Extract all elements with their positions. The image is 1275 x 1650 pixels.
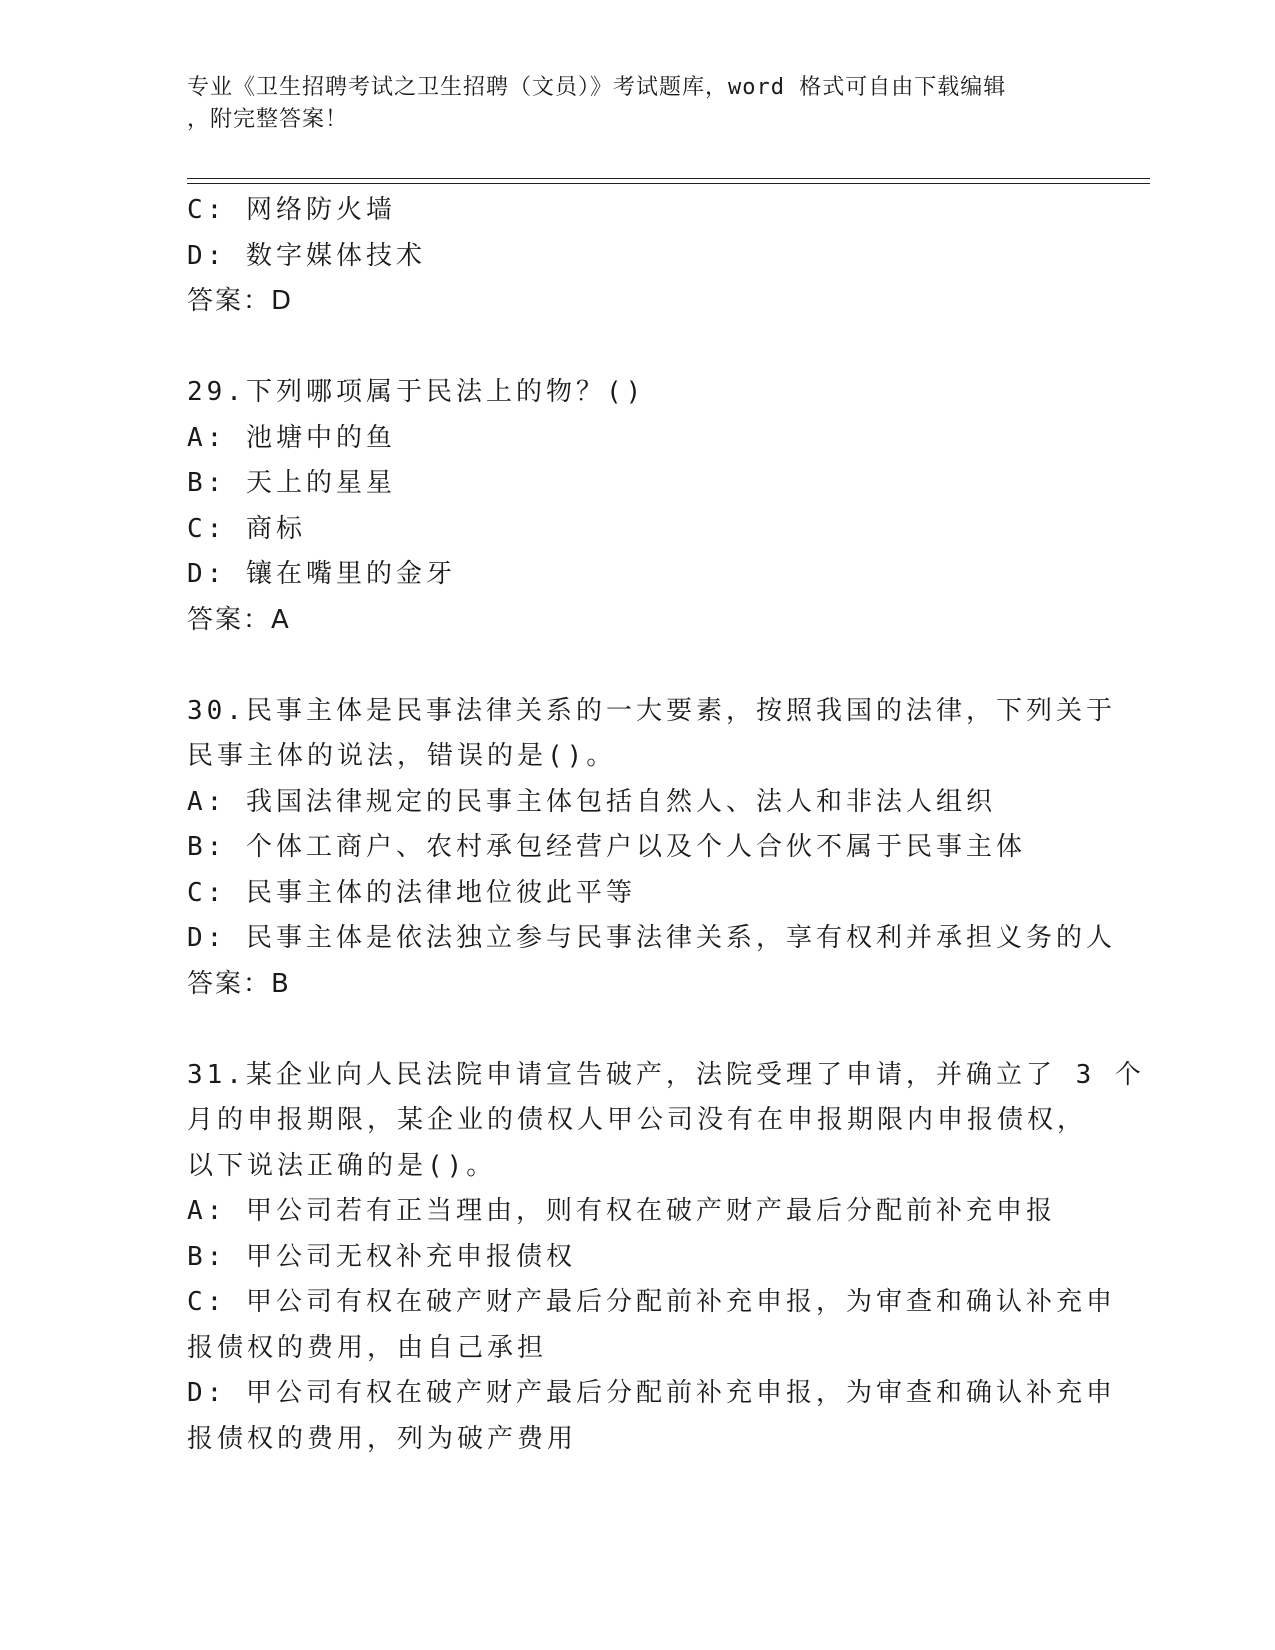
document-header xyxy=(187,72,1067,136)
header-line-1: 专业《卫生招聘考试之卫生招聘（文员）》考试题库，word 格式可自由下载编辑 xyxy=(187,75,1007,100)
option-d-line-1: D: 甲公司有权在破产财产最后分配前补充申报，为审查和确认补充申 xyxy=(187,1378,1116,1408)
answer: 答案：D xyxy=(187,286,294,316)
question-stem-line-3: 以下说法正确的是()。 xyxy=(187,1150,497,1181)
option-c-line-2: 报债权的费用，由自己承担 xyxy=(187,1332,548,1363)
option-c: C: 民事主体的法律地位彼此平等 xyxy=(187,877,636,908)
question-29 xyxy=(187,370,1087,643)
option-d-line-2: 报债权的费用，列为破产费用 xyxy=(187,1423,578,1454)
option-c: C: 网络防火墙 xyxy=(187,195,396,225)
option-d: D: 数字媒体技术 xyxy=(187,240,426,271)
question-stem-line-1: 31.某企业向人民法院申请宣告破产，法院受理了申请，并确立了 3 个 xyxy=(187,1059,1145,1090)
question-30 xyxy=(187,689,1116,1008)
question-stem-line-2: 民事主体的说法，错误的是()。 xyxy=(187,741,617,771)
header-line-2: ，附完整答案！ xyxy=(187,107,349,132)
answer: 答案：B xyxy=(187,968,291,999)
question-stem: 29.下列哪项属于民法上的物？() xyxy=(187,377,646,407)
spacer xyxy=(187,1007,1087,1053)
answer: 答案：A xyxy=(187,604,291,635)
question-stem-line-2: 月的申报期限，某企业的债权人甲公司没有在申报期限内申报债权， xyxy=(187,1105,1088,1135)
question-stem-line-1: 30.民事主体是民事法律关系的一大要素，按照我国的法律，下列关于 xyxy=(187,695,1116,726)
question-28 xyxy=(187,188,1087,325)
option-c-line-1: C: 甲公司有权在破产财产最后分配前补充申报，为审查和确认补充申 xyxy=(187,1287,1116,1317)
option-a: A: 池塘中的鱼 xyxy=(187,422,396,453)
option-a: A: 甲公司若有正当理由，则有权在破产财产最后分配前补充申报 xyxy=(187,1196,1056,1226)
option-b: B: 天上的星星 xyxy=(187,468,396,498)
spacer xyxy=(187,643,1087,689)
option-d: D: 民事主体是依法独立参与民事法律关系，享有权利并承担义务的人 xyxy=(187,923,1116,953)
option-b: B: 个体工商户、农村承包经营户以及个人合伙不属于民事主体 xyxy=(187,832,1026,862)
option-d: D: 镶在嘴里的金牙 xyxy=(187,559,456,589)
question-31 xyxy=(187,1053,1145,1463)
header-divider-bottom xyxy=(187,183,1150,184)
option-c: C: 商标 xyxy=(187,513,306,544)
spacer xyxy=(187,325,1087,371)
header-divider-top xyxy=(187,178,1150,179)
question-list xyxy=(187,188,1145,1462)
option-b: B: 甲公司无权补充申报债权 xyxy=(187,1241,576,1272)
option-a: A: 我国法律规定的民事主体包括自然人、法人和非法人组织 xyxy=(187,786,996,817)
